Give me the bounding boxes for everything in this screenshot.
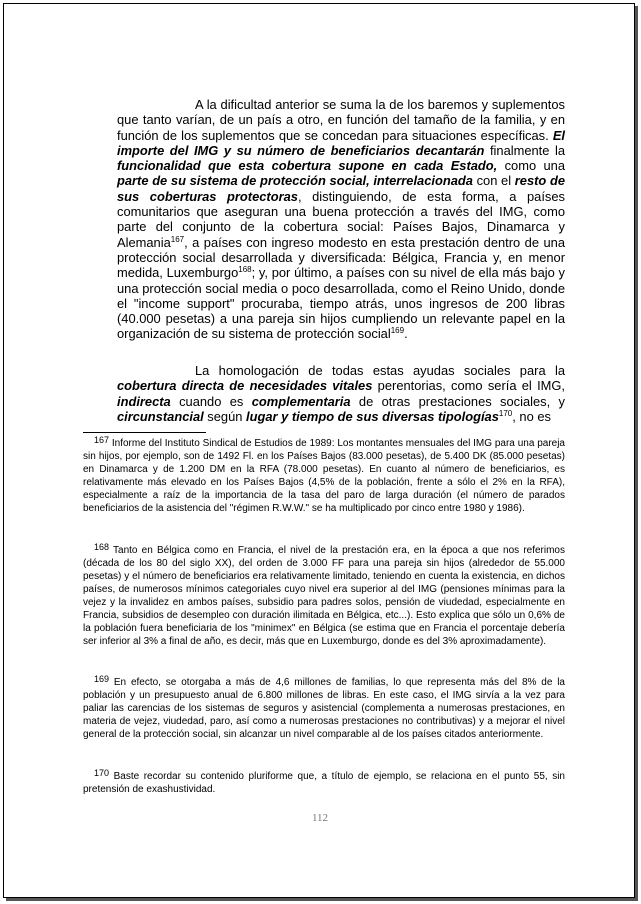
text-run: , no es	[512, 408, 551, 424]
footnote-number: 170	[94, 768, 110, 778]
emphasis-run: complementaria	[251, 393, 351, 409]
emphasis-run: circunstancial	[117, 408, 204, 424]
footnote-168	[83, 544, 565, 648]
text-run: según	[203, 408, 246, 424]
footnote-ref-170[interactable]: 170	[498, 408, 513, 418]
footnote-167	[83, 437, 565, 515]
text-run: ; y, por último, a países con su nivel de ella más bajo y una protección social media o poco desarrollada, como el Reino Unido, donde el "income support" procuraba, tiempo atrás, unos ingresos de 200 libras (40.000 pesetas) a una pareja sin hijos cumpliendo un relevante papel en la organización de su sistema de protección social	[117, 265, 565, 342]
emphasis-run: cobertura directa de necesidades vitales	[117, 378, 373, 394]
footnote-number: 169	[94, 674, 110, 684]
emphasis-run: resto de sus coberturas protectoras	[117, 173, 565, 204]
emphasis-run: El importe del IMG y su número de beneficiarios decantarán	[117, 127, 565, 158]
emphasis-run: indirecta	[117, 393, 171, 409]
text-run: A la dificultad anterior se suma la de los baremos y suplementos que tanto varían, de un país a otro, en función del tamaño de la familia, y en función de los suplementos que se concedan para situaciones específicas.	[117, 97, 565, 143]
text-run: .	[404, 326, 408, 342]
footnote-text: Baste recordar su contenido pluriforme que, a título de ejemplo, se relaciona en el punto 55, sin pretensión de exashustividad.	[83, 771, 565, 795]
emphasis-run: lugar y tiempo de sus diversas tipologías	[246, 408, 499, 424]
text-run: , distinguiendo, de esta forma, a países comunitarios que aseguran una buena protección a través del IMG, como parte del conjunto de la cobertura social: Países Bajos, Dinamarca y Alemania	[117, 188, 565, 250]
text-run: cuando es	[170, 393, 252, 409]
footnote-text: Tanto en Bélgica como en Francia, el nivel de la prestación era, en la época a que nos referimos (década de los 80 del siglo XX), del orden de 3.000 FF para una pareja sin hijos (alrededor de 55.000 pesetas) y el número de beneficiarios era relativamente limitado, teniendo en cuenta la existencia, en dichos países, de numerosos mínimos categoriales cuyo nivel era superior al del IMG (pensiones mínimas para la vejez y la invalidez en ambos países, subsidio para padres solos, pensión de viudedad, especialmente en Francia, subsidios de desempleo con duración ilimitada en Bélgica, etc...). Esto explica que sólo un 0,6% de la población fuera beneficiaria de los "minimex" en Bélgica (se estima que en Francia el porcentaje debería ser inferior al 3% a final de año, es decir, más que en Luxemburgo, donde es del 3% aproximadamente).	[83, 545, 565, 647]
text-run: finalmente la	[484, 142, 565, 158]
footnote-text: Informe del Instituto Sindical de Estudios de 1989: Los montantes mensuales del IMG para una pareja sin hijos, por ejemplo, son de 1492 Fl. en los Países Bajos (83.000 pesetas), de 5.400 DK (85.000 pesetas) en Dinamarca y de 1.200 DM en la RFA (78.000 pesetas). En cuanto al número de beneficiarios, es relativamente más elevado en los Países Bajos (4,5% de la población, frente a sólo el 2% en la RFA), especialmente a raíz de la importancia de la tasa del paro de larga duración (el número de parados beneficiarios de la asistencia del "régimen R.W.W." se ha multiplicado por cinco entre 1980 y 1986).	[83, 438, 565, 514]
footnote-170	[83, 770, 565, 796]
text-run: con el	[472, 173, 515, 189]
text-run: de otras prestaciones sociales, y	[350, 393, 565, 409]
footnote-text: En efecto, se otorgaba a más de 4,6 millones de familias, lo que representa más del 8% de la población y un presupuesto anual de 6.800 millones de libras. En este caso, el IMG sirvía a la vez para paliar las carencias de los sistemas de seguros y asistencial (complementa a numerosas prestaciones, en materia de vejez, viudedad, paro, así como a numerosas prestaciones no contributivas) y a mejorar el nivel general de la protección social, sin alcanzar un nivel comparable al de los países citados anteriormente.	[83, 677, 565, 740]
text-run: La homologación de todas estas ayudas sociales para la	[195, 363, 565, 378]
text-run: como una	[497, 158, 565, 174]
footnote-separator	[83, 432, 206, 433]
footnote-ref-167[interactable]: 167	[170, 234, 185, 244]
emphasis-run: parte de su sistema de protección social, interrelacionada	[117, 173, 473, 189]
footnote-number: 168	[94, 542, 110, 552]
text-run: perentorias, como sería el IMG,	[372, 378, 565, 394]
footnote-ref-168[interactable]: 168	[238, 265, 252, 275]
footnote-number: 167	[94, 435, 110, 445]
body-paragraph-2	[117, 363, 565, 424]
body-paragraph-1	[117, 97, 565, 342]
footnote-ref-169[interactable]: 169	[390, 326, 405, 336]
document-page	[3, 3, 635, 898]
page-number: 112	[311, 812, 329, 824]
footnote-169	[83, 676, 565, 741]
emphasis-run: funcionalidad que esta cobertura supone en cada Estado,	[117, 158, 498, 174]
text-run: , a países con ingreso modesto en esta prestación dentro de una protección social desarrollada y diversificada: Bélgica, Francia y, en menor medida, Luxemburgo	[117, 234, 565, 281]
